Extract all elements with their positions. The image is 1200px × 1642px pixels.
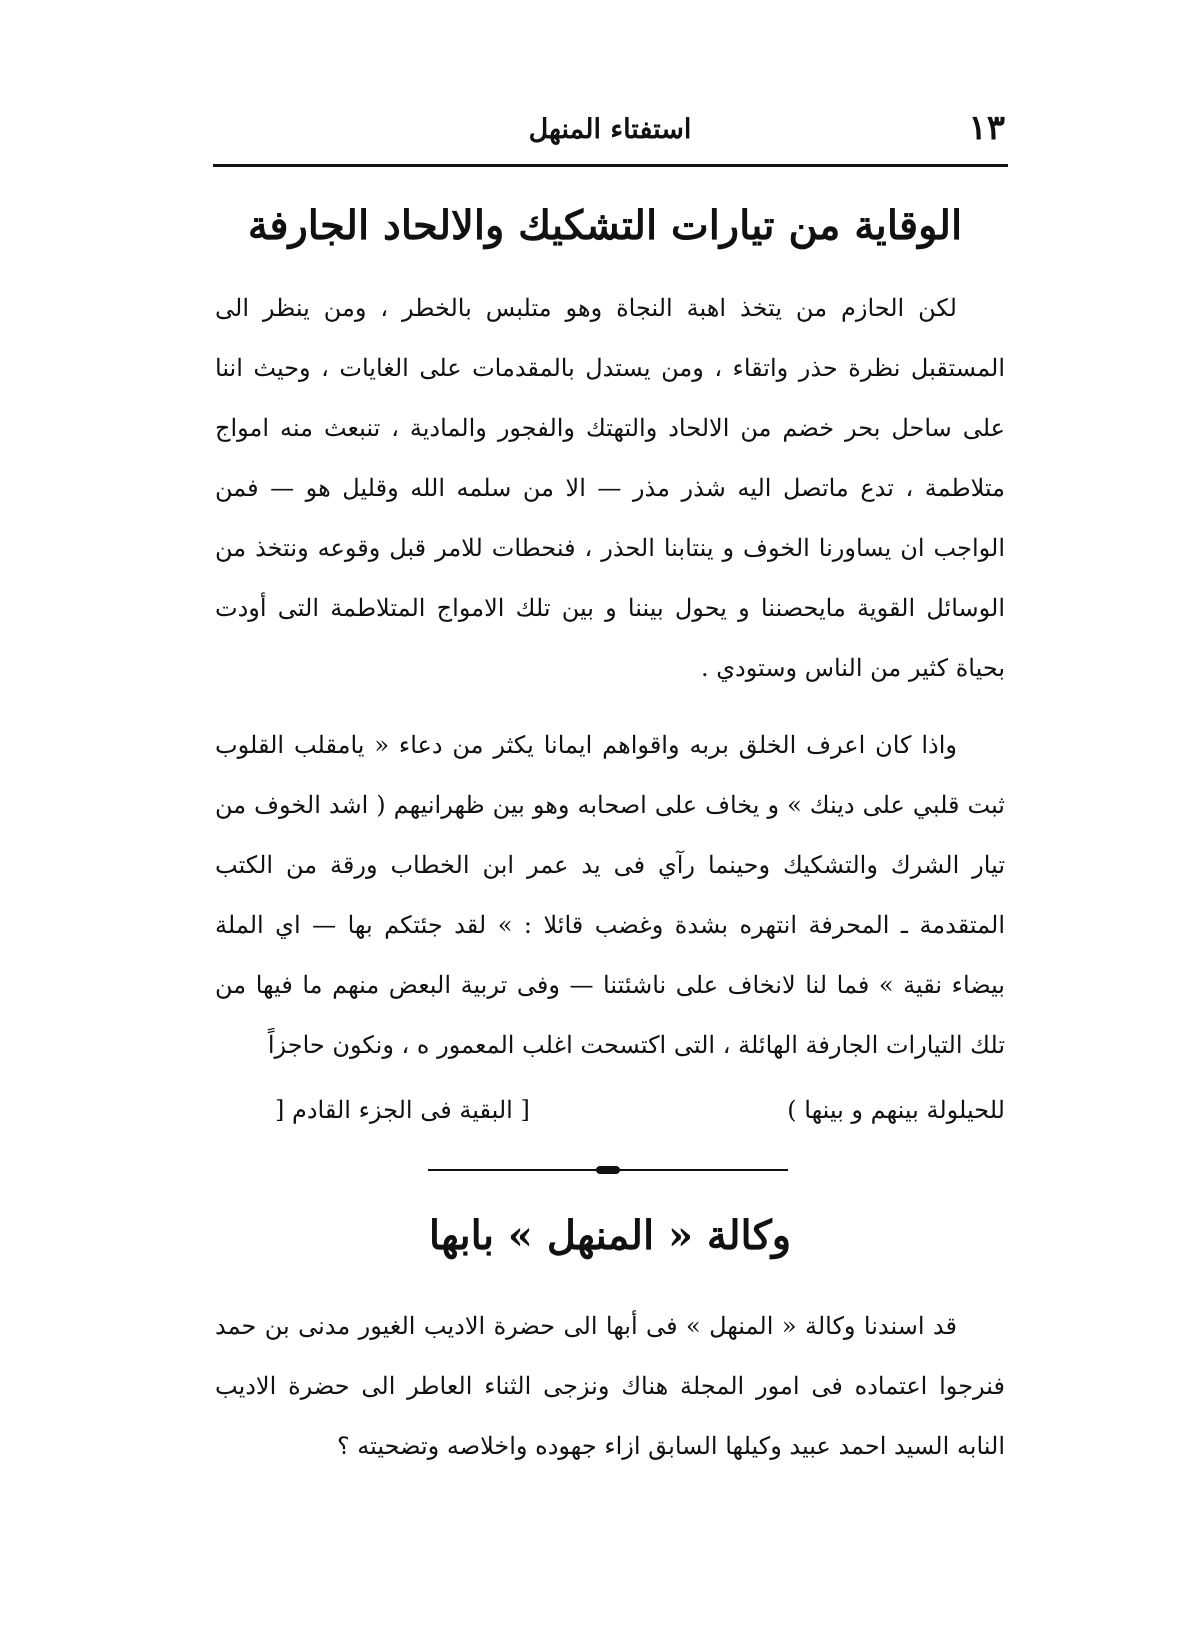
page-header: [215, 108, 1005, 158]
header-rule: [213, 164, 1008, 167]
paragraph-text: قد اسندنا وكالة « المنهل » فى أبها الى حضرة الاديب الغيور مدنى بن حمد فنرجوا اعتماده فى امور المجلة هناك ونزجى الثناء العاطر الى حضرة الاديب النابه السيد احمد عبيد وكيلها السابق ازاء جهوده واخلاصه وتضحيته ؟: [215, 1312, 1005, 1460]
notice-title: وكالة « المنهل » بابها: [428, 1212, 792, 1259]
continued-note: [ البقية فى الجزء القادم [: [275, 1096, 530, 1124]
running-title: استفتاء المنهل: [528, 114, 692, 145]
section-separator: [428, 1166, 788, 1174]
page-number: ١٣: [968, 108, 1005, 148]
separator-ornament: [596, 1166, 620, 1174]
paragraph-text: لكن الحازم من يتخذ اهبة النجاة وهو متلبس بالخطر ، ومن ينظر الى المستقبل نظرة حذر واتقاء ، ومن يستدل بالمقدمات على الغايات ، وحيث اننا على ساحل بحر خضم من الالحاد والتهتك والفجور والمادية ، تنبعث منه امواج متلاطمة ، تدع ماتصل اليه شذر مذر — الا من سلمه الله وقليل هو — فمن الواجب ان يساورنا الخوف و ينتابنا الحذر ، فنحطات للامر قبل وقوعه ونتخذ من الوسائل القوية مايحصننا و يحول بيننا و بين تلك الامواج المتلاطمة التى أودت بحياة كثير من الناس وستودي .: [215, 294, 1005, 682]
paragraph-text: واذا كان اعرف الخلق بربه واقواهم ايمانا يكثر من دعاء « يامقلب القلوب ثبت قلبي على دينك » و يخاف على اصحابه وهو بين ظهرانيهم ( اشد الخوف من تيار الشرك والتشكيك وحينما رآي فى يد عمر ابن الخطاب ورقة من الكتب المتقدمة ـ المحرفة انتهره بشدة وغضب قائلا : » لقد جئتكم بها — اي الملة بيضاء نقية » فما لنا لانخاف على ناشئتنا — وفى تربية البعض منهم ما فيها من تلك التيارات الجارفة الهائلة ، التى اكتسحت اغلب المعمور ه ، ونكون حاجزاً: [215, 731, 1005, 1059]
article-paragraph-1: [215, 278, 1005, 698]
article-paragraph-2: [215, 715, 1005, 1075]
notice-paragraph: [215, 1296, 1005, 1476]
closing-words: للحيلولة بينهم و بينها ): [787, 1096, 1005, 1124]
article-closing-line: [215, 1085, 1005, 1135]
article-title: الوقاية من تيارات التشكيك والالحاد الجارفة: [247, 202, 963, 249]
